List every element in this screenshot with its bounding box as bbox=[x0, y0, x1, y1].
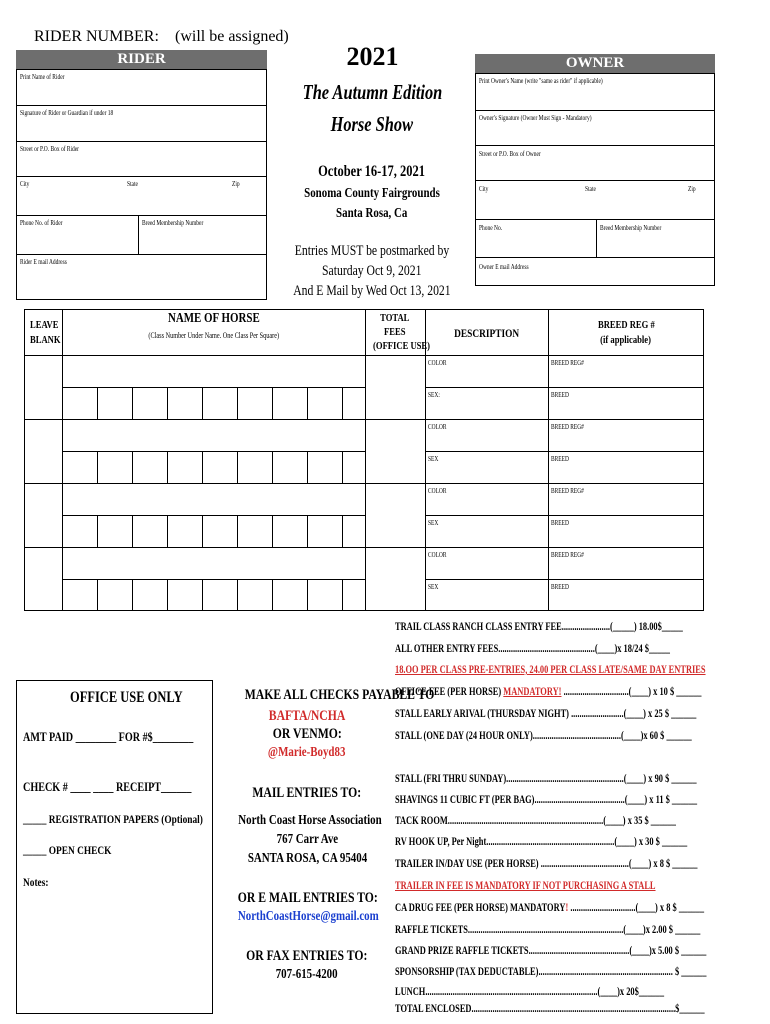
breed-column-line bbox=[548, 355, 549, 419]
show-title-line1: The Autumn Edition bbox=[302, 80, 442, 104]
fee-grand-raffle: GRAND PRIZE RAFFLE TICKETS................................................(____)x 5.00 $ ______ bbox=[395, 943, 707, 957]
owner-state-label: State bbox=[585, 185, 596, 193]
class-square-line bbox=[237, 579, 238, 611]
horse-sex-label: SEX bbox=[428, 583, 439, 591]
fee-stall-fri-sun: STALL (FRI THRU SUNDAY)........................................................(____) x 90 $ ______ bbox=[395, 771, 697, 785]
mail-address-line2: 767 Carr Ave bbox=[276, 832, 338, 847]
horse-color-label: COLOR bbox=[428, 359, 447, 367]
fax-number: 707-615-4200 bbox=[276, 967, 338, 982]
deadline-line2: Saturday Oct 9, 2021 bbox=[322, 263, 422, 279]
show-dates: October 16-17, 2021 bbox=[318, 163, 426, 180]
class-square-line bbox=[237, 387, 238, 419]
office-amt-paid: AMT PAID ________ FOR #$________ bbox=[23, 729, 194, 744]
rider-state-label: State bbox=[127, 180, 138, 188]
office-notes: Notes: bbox=[23, 875, 49, 889]
fee-lunch: LUNCH..................................................................................(____)x 20$______ bbox=[395, 984, 665, 998]
horse-sex-label: SEX bbox=[428, 455, 439, 463]
class-square-line bbox=[97, 515, 98, 547]
class-square-line bbox=[342, 387, 343, 419]
horse-name-field[interactable] bbox=[62, 419, 365, 451]
fee-trailer-note: TRAILER IN FEE IS MANDATORY IF NOT PURCHASING A STALL bbox=[395, 878, 656, 892]
fee-total-enclosed: TOTAL ENCLOSED.................................................................................................$______ bbox=[395, 1001, 705, 1015]
class-square-line bbox=[272, 579, 273, 611]
breed-column-line bbox=[548, 483, 549, 547]
class-square-line bbox=[132, 579, 133, 611]
owner-print-name-label: Print Owner's Name (write "same as rider" if applicable) bbox=[479, 77, 603, 85]
rider-heading: RIDER bbox=[16, 50, 267, 69]
class-square-line bbox=[237, 451, 238, 483]
fees-column-line bbox=[365, 355, 366, 419]
leave-blank-label: LEAVE BLANK bbox=[30, 319, 61, 346]
horse-name-field[interactable] bbox=[62, 355, 365, 387]
horse-name-divider bbox=[62, 451, 365, 452]
description-divider bbox=[425, 515, 704, 516]
horse-sex-label: SEX bbox=[428, 519, 439, 527]
owner-signature-label: Owner's Signature (Owner Must Sign - Mandatory) bbox=[479, 114, 592, 122]
class-square-line bbox=[97, 387, 98, 419]
owner-zip-label: Zip bbox=[688, 185, 696, 193]
description-divider bbox=[425, 451, 704, 452]
fee-stall-early: STALL EARLY ARIVAL (THURSDAY NIGHT) .........................(____) x 25 $ ______ bbox=[395, 706, 697, 720]
class-square-line bbox=[272, 387, 273, 419]
class-square-line bbox=[342, 515, 343, 547]
deadline-line3: And E Mail by Wed Oct 13, 2021 bbox=[293, 283, 451, 299]
payee-name: BAFTA/NCHA bbox=[268, 708, 346, 724]
fees-column-line bbox=[365, 419, 366, 483]
class-square-line bbox=[167, 387, 168, 419]
class-square-line bbox=[202, 579, 203, 611]
owner-heading: OWNER bbox=[475, 54, 715, 73]
class-square-line bbox=[132, 387, 133, 419]
or-venmo: OR VENMO: bbox=[272, 726, 342, 742]
office-open-check: _____ OPEN CHECK bbox=[23, 843, 112, 857]
horse-breed-label: BREED bbox=[551, 455, 569, 463]
class-square-line bbox=[132, 515, 133, 547]
fee-rv-hookup: RV HOOK UP, Per Night.............................................................(____) x 30 $ ______ bbox=[395, 834, 688, 848]
office-use-heading: OFFICE USE ONLY bbox=[70, 689, 183, 706]
horse-breed-reg-label: BREED REG# bbox=[551, 551, 584, 559]
owner-street-label: Street or P.O. Box of Owner bbox=[479, 150, 541, 158]
mail-address-line1: North Coast Horse Association bbox=[238, 813, 382, 828]
fees-column-line bbox=[365, 483, 366, 547]
class-square-line bbox=[132, 451, 133, 483]
fax-entries-heading: OR FAX ENTRIES TO: bbox=[246, 948, 368, 964]
breed-reg-heading: BREED REG # (if applicable) bbox=[597, 319, 655, 346]
venue-city: Santa Rosa, Ca bbox=[336, 206, 408, 221]
class-square-line bbox=[202, 451, 203, 483]
office-check-receipt: CHECK # ____ ____ RECEIPT______ bbox=[23, 779, 192, 794]
description-divider bbox=[425, 387, 704, 388]
class-square-line bbox=[167, 579, 168, 611]
office-registration-papers: _____ REGISTRATION PAPERS (Optional) bbox=[23, 812, 203, 826]
class-square-line bbox=[167, 451, 168, 483]
entries-email-link[interactable]: NorthCoastHorse@gmail.com bbox=[237, 909, 379, 924]
venmo-handle: @Marie-Boyd83 bbox=[268, 745, 346, 760]
fee-ca-drug: CA DRUG FEE (PER HORSE) MANDATORY! ...............................(____) x 8 $ ______ bbox=[395, 900, 705, 914]
horse-sex-label: SEX: bbox=[428, 391, 440, 399]
total-fees-heading: TOTAL FEES (OFFICE USE) bbox=[373, 312, 430, 352]
owner-email-label: Owner E mail Address bbox=[479, 263, 529, 271]
horse-name-field[interactable] bbox=[62, 483, 365, 515]
class-square-line bbox=[307, 515, 308, 547]
horse-breed-reg-label: BREED REG# bbox=[551, 359, 584, 367]
class-square-line bbox=[307, 451, 308, 483]
horse-color-label: COLOR bbox=[428, 423, 447, 431]
fee-per-class-note: 18.OO PER CLASS PRE-ENTRIES, 24.00 PER CLASS LATE/SAME DAY ENTRIES bbox=[395, 662, 706, 676]
horse-color-label: COLOR bbox=[428, 551, 447, 559]
rider-print-name-label: Print Name of Rider bbox=[20, 73, 65, 81]
rider-number-label: RIDER NUMBER: bbox=[34, 28, 159, 45]
horse-name-divider bbox=[62, 515, 365, 516]
fee-all-other: ALL OTHER ENTRY FEES..............................................(____)x 18/24 $_____ bbox=[395, 641, 670, 655]
breed-column-line bbox=[548, 547, 549, 611]
owner-phone-label: Phone No. bbox=[479, 224, 503, 232]
owner-city-label: City bbox=[479, 185, 489, 193]
deadline-line1: Entries MUST be postmarked by bbox=[294, 243, 450, 259]
rider-city-label: City bbox=[20, 180, 30, 188]
horse-breed-label: BREED bbox=[551, 391, 569, 399]
assigned-note: (will be assigned) bbox=[175, 28, 289, 45]
description-heading: DESCRIPTION bbox=[453, 326, 520, 340]
name-of-horse-heading: NAME OF HORSE bbox=[167, 311, 260, 326]
horse-breed-reg-label: BREED REG# bbox=[551, 487, 584, 495]
horse-breed-label: BREED bbox=[551, 583, 569, 591]
horse-name-divider bbox=[62, 579, 365, 580]
horse-color-label: COLOR bbox=[428, 487, 447, 495]
fee-trailer-in: TRAILER IN/DAY USE (PER HORSE) ..........................................(____) x 8 $ ______ bbox=[395, 856, 698, 870]
email-entries-heading: OR E MAIL ENTRIES TO: bbox=[237, 890, 378, 906]
horse-breed-label: BREED bbox=[551, 519, 569, 527]
rider-email-label: Rider E mail Address bbox=[20, 258, 67, 266]
fees-column-line bbox=[365, 547, 366, 611]
class-square-line bbox=[342, 451, 343, 483]
name-of-horse-note: (Class Number Under Name. One Class Per Square) bbox=[148, 331, 279, 340]
class-square-line bbox=[97, 579, 98, 611]
fee-sponsorship: SPONSORSHIP (TAX DEDUCTABLE)................................................................ $ ______ bbox=[395, 964, 707, 978]
fee-raffle: RAFFLE TICKETS..........................................................................(____)x 2.00 $ ______ bbox=[395, 922, 701, 936]
rider-phone-label: Phone No. of Rider bbox=[20, 219, 63, 227]
class-square-line bbox=[272, 451, 273, 483]
rider-street-label: Street or P.O. Box of Rider bbox=[20, 145, 79, 153]
horse-breed-reg-label: BREED REG# bbox=[551, 423, 584, 431]
horse-name-field[interactable] bbox=[62, 547, 365, 579]
show-year: 2021 bbox=[346, 42, 399, 71]
class-square-line bbox=[272, 515, 273, 547]
class-square-line bbox=[202, 387, 203, 419]
mail-address-line3: SANTA ROSA, CA 95404 bbox=[247, 851, 367, 866]
venue-name: Sonoma County Fairgrounds bbox=[304, 186, 440, 201]
class-square-line bbox=[202, 515, 203, 547]
class-square-line bbox=[167, 515, 168, 547]
class-square-line bbox=[342, 579, 343, 611]
mandatory-flag: MANDATORY! bbox=[503, 684, 562, 698]
owner-breed-membership-label: Breed Membership Number bbox=[600, 224, 662, 232]
fee-trail-class: TRAIL CLASS RANCH CLASS ENTRY FEE.......................(_____) 18.00$_____ bbox=[395, 619, 683, 633]
class-square-line bbox=[97, 451, 98, 483]
rider-breed-membership-label: Breed Membership Number bbox=[142, 219, 204, 227]
rider-signature-label: Signature of Rider or Guardian if under 18 bbox=[20, 109, 114, 117]
class-square-line bbox=[307, 579, 308, 611]
horse-name-divider bbox=[62, 387, 365, 388]
class-square-line bbox=[237, 515, 238, 547]
fee-stall-one-day: STALL (ONE DAY (24 HOUR ONLY)..........................................(____)x 60 $ ______ bbox=[395, 728, 692, 742]
class-square-line bbox=[307, 387, 308, 419]
mail-entries-heading: MAIL ENTRIES TO: bbox=[252, 785, 362, 801]
show-title-line2: Horse Show bbox=[330, 112, 414, 136]
rider-zip-label: Zip bbox=[232, 180, 240, 188]
fee-tack-room: TACK ROOM..........................................................................(____) x 35 $ ______ bbox=[395, 813, 677, 827]
breed-column-line bbox=[548, 419, 549, 483]
checks-payable-to: MAKE ALL CHECKS PAYABLE TO bbox=[244, 687, 435, 703]
fee-office: OFFICE FEE (PER HORSE) MANDATORY! ...............................(____) x 10 $ ______ bbox=[395, 684, 702, 698]
fee-shavings: SHAVINGS 11 CUBIC FT (PER BAG)...........................................(____) x 11 $ ______ bbox=[395, 792, 698, 806]
description-divider bbox=[425, 579, 704, 580]
